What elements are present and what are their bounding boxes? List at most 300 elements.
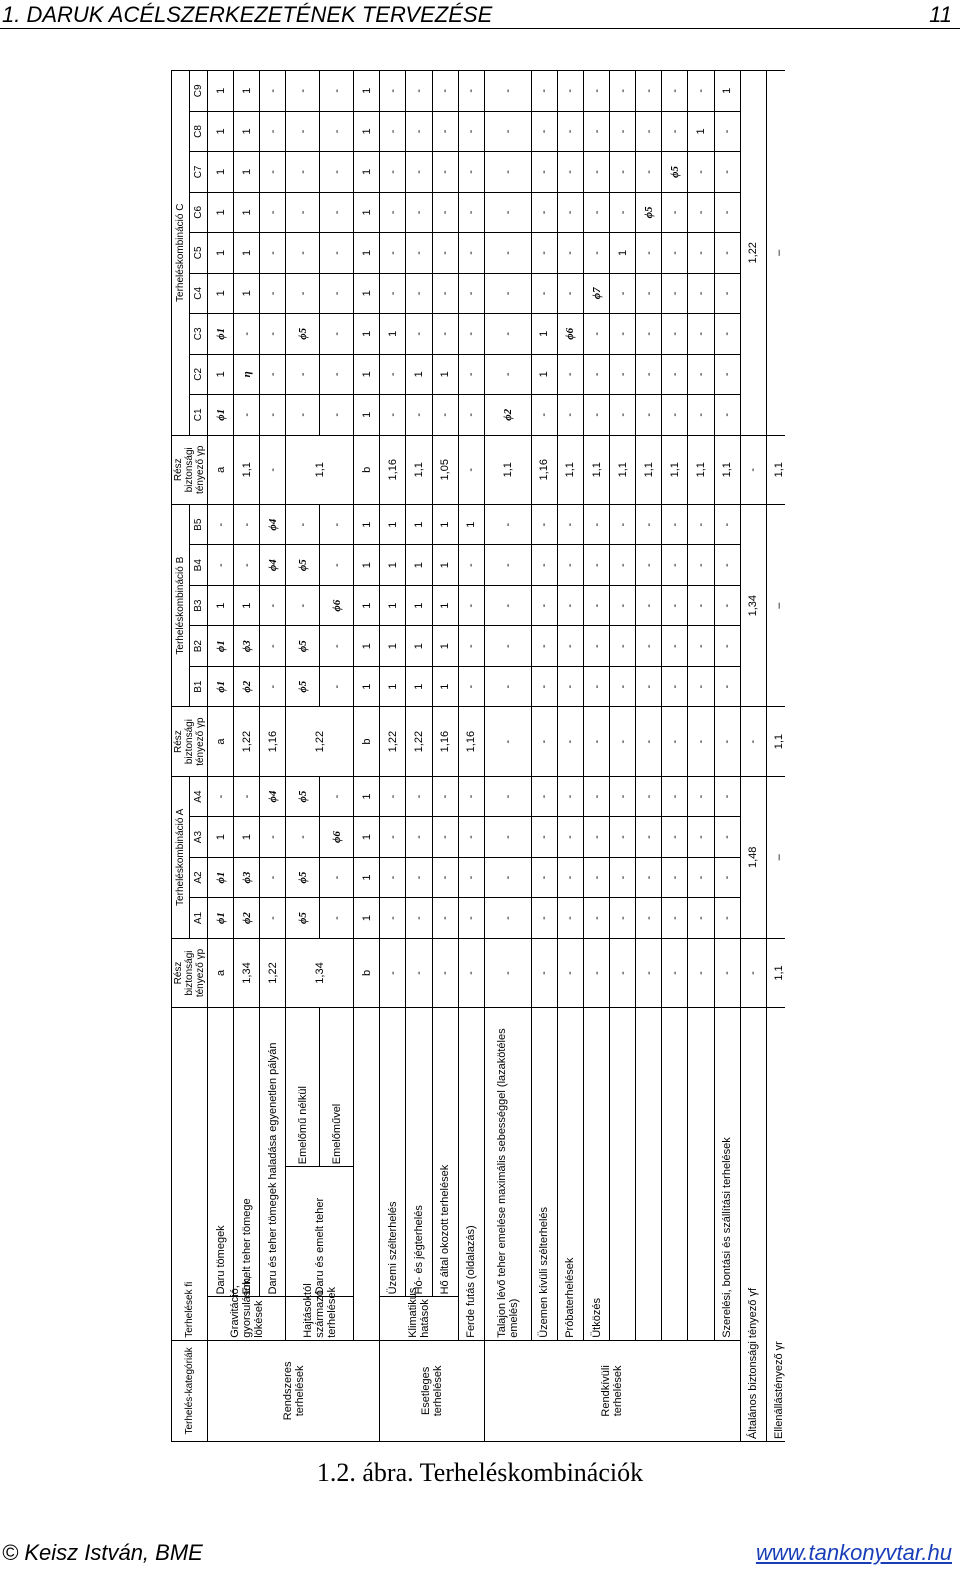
- col-head-a1: A1: [190, 898, 208, 938]
- cell-c5: -: [662, 233, 688, 273]
- partial-factor-c: 1,1: [714, 435, 740, 504]
- category-regular: Rendszeres terhelések: [208, 1340, 380, 1441]
- partial-factor-b: -: [662, 707, 688, 776]
- load-label: [636, 1008, 662, 1341]
- partial-factor-a: -: [636, 938, 662, 1007]
- cell-a3: -: [688, 817, 714, 857]
- cell-c7: -: [432, 152, 458, 192]
- col-head-c6: C6: [190, 192, 208, 232]
- cell-c4: -: [557, 273, 583, 313]
- cell-a3: 1: [208, 817, 234, 857]
- cell-c2: -: [662, 354, 688, 394]
- cell-a1: ϕ1: [208, 898, 234, 938]
- col-head-c4: C4: [190, 273, 208, 313]
- cell-c4: ϕ7: [583, 273, 609, 313]
- cell-c9: -: [662, 71, 688, 112]
- cell-a4: -: [636, 776, 662, 817]
- cell-b2: -: [557, 626, 583, 666]
- cell-c1: -: [286, 395, 320, 435]
- cell-b1: ϕ5: [286, 666, 320, 706]
- cell-c2: 1: [208, 354, 234, 394]
- cell-b4: 1: [406, 545, 432, 585]
- col-head-c2: C2: [190, 354, 208, 394]
- load-label: Üzemi szélterhelés: [380, 1008, 406, 1297]
- general-factor-label: Általános biztonsági tényező γf: [740, 1008, 766, 1442]
- cell-b2: -: [531, 626, 557, 666]
- cell-c8: -: [610, 111, 636, 151]
- cell-b1: -: [484, 666, 531, 706]
- partial-factor-a: -: [662, 938, 688, 1007]
- cell-c2: -: [688, 354, 714, 394]
- cell-b1: -: [260, 666, 286, 706]
- cell-c1: 1: [354, 395, 380, 435]
- cell-b5: ϕ4: [260, 504, 286, 545]
- cell-b5: 1: [406, 504, 432, 545]
- cell-c1: -: [234, 395, 260, 435]
- cell-c6: -: [260, 192, 286, 232]
- cell-c4: -: [260, 273, 286, 313]
- cell-c5: -: [688, 233, 714, 273]
- cell-c1: -: [688, 395, 714, 435]
- partial-factor-c: 1,1: [484, 435, 531, 504]
- cell-a4: ϕ5: [286, 776, 320, 817]
- cell-c7: -: [557, 152, 583, 192]
- cell-c2: -: [557, 354, 583, 394]
- cell-b5: -: [320, 504, 354, 545]
- partial-factor-c: 1,1: [688, 435, 714, 504]
- col-head-b1: B1: [190, 666, 208, 706]
- header-comb-a: Terheléskombináció A: [172, 776, 190, 938]
- cell-a3: -: [260, 817, 286, 857]
- cell-c8: -: [636, 111, 662, 151]
- partial-factor-a: -: [583, 938, 609, 1007]
- cell-b1: -: [557, 666, 583, 706]
- chapter-title: 1. DARUK ACÉLSZERKEZETÉNEK TERVEZÉSE: [2, 2, 493, 27]
- cell-c2: -: [320, 354, 354, 394]
- cell-c8: 1: [234, 111, 260, 151]
- cell-b5: -: [583, 504, 609, 545]
- col-head-c7: C7: [190, 152, 208, 192]
- partial-factor-a: -: [458, 938, 484, 1007]
- cell-c5: -: [286, 233, 320, 273]
- cell-c6: 1: [234, 192, 260, 232]
- cell-a2: -: [406, 857, 432, 897]
- cell-a1: -: [714, 898, 740, 938]
- cell-c4: -: [610, 273, 636, 313]
- cell-c5: -: [380, 233, 406, 273]
- cell-c6: -: [662, 192, 688, 232]
- cell-a2: -: [458, 857, 484, 897]
- cell-a2: -: [380, 857, 406, 897]
- partial-factor-a: -: [531, 938, 557, 1007]
- cell-b5: 1: [354, 504, 380, 545]
- cell-b2: -: [662, 626, 688, 666]
- cell-b4: -: [557, 545, 583, 585]
- partial-factor-a: b: [354, 938, 380, 1007]
- cell-c1: -: [610, 395, 636, 435]
- cell-c4: 1: [234, 273, 260, 313]
- cell-a3: 1: [354, 817, 380, 857]
- cell-c8: 1: [208, 111, 234, 151]
- cell-c5: -: [406, 233, 432, 273]
- partial-factor-b: b: [354, 707, 380, 776]
- cell-b1: -: [531, 666, 557, 706]
- cell-b1: -: [458, 666, 484, 706]
- cell-b3: -: [260, 585, 286, 625]
- partial-factor-b: -: [557, 707, 583, 776]
- cell-c3: -: [406, 314, 432, 354]
- cell-a1: -: [531, 898, 557, 938]
- cell-c6: -: [380, 192, 406, 232]
- cell-a3: -: [662, 817, 688, 857]
- cell-a3: -: [286, 817, 320, 857]
- cell-c8: -: [432, 111, 458, 151]
- table-row: [286, 71, 320, 1442]
- cell-c9: 1: [354, 71, 380, 112]
- cell-c4: -: [406, 273, 432, 313]
- cell-c1: -: [636, 395, 662, 435]
- cell-c6: -: [688, 192, 714, 232]
- cell-c5: 1: [234, 233, 260, 273]
- cell-c9: -: [583, 71, 609, 112]
- resistance-gamma-a: 1,1: [766, 938, 785, 1007]
- header-comb-c: Terheléskombináció C: [172, 71, 190, 436]
- partial-factor-a: a: [208, 938, 234, 1007]
- cell-c5: -: [583, 233, 609, 273]
- table-row: [432, 71, 458, 1442]
- cell-c6: -: [583, 192, 609, 232]
- col-head-b5: B5: [190, 504, 208, 545]
- table-row: [208, 71, 234, 1442]
- cell-c1: -: [557, 395, 583, 435]
- cell-c3: -: [714, 314, 740, 354]
- cell-c7: -: [688, 152, 714, 192]
- load-label: Üzemen kívüli szélterhelés: [531, 1008, 557, 1341]
- partial-factor-a: 1,34: [234, 938, 260, 1007]
- partial-factor-b: -: [636, 707, 662, 776]
- col-head-a4: A4: [190, 776, 208, 817]
- page-number: 11: [929, 2, 952, 27]
- partial-factor-c: 1,1: [286, 435, 354, 504]
- cell-c7: ϕ5: [662, 152, 688, 192]
- table-row: [380, 71, 406, 1442]
- cell-b5: -: [286, 504, 320, 545]
- cell-a4: -: [406, 776, 432, 817]
- cell-b4: ϕ5: [286, 545, 320, 585]
- cell-a1: -: [557, 898, 583, 938]
- cell-c1: -: [531, 395, 557, 435]
- cell-a1: -: [688, 898, 714, 938]
- figure-caption: 1.2. ábra. Terheléskombinációk: [316, 1458, 644, 1487]
- partial-factor-b: -: [610, 707, 636, 776]
- table-row: [234, 71, 260, 1442]
- cell-b3: -: [662, 585, 688, 625]
- cell-a2: -: [260, 857, 286, 897]
- cell-a1: -: [662, 898, 688, 938]
- cell-a3: -: [636, 817, 662, 857]
- cell-c8: -: [484, 111, 531, 151]
- col-head-a3: A3: [190, 817, 208, 857]
- partial-factor-a: 1,34: [286, 938, 354, 1007]
- cell-a4: -: [531, 776, 557, 817]
- cell-c3: -: [583, 314, 609, 354]
- category-exceptional: Rendkívüli terhelések: [484, 1340, 740, 1441]
- cell-a4: -: [432, 776, 458, 817]
- cell-a1: -: [320, 898, 354, 938]
- cell-c8: -: [714, 111, 740, 151]
- cell-c1: -: [714, 395, 740, 435]
- cell-b4: -: [484, 545, 531, 585]
- cell-a3: -: [458, 817, 484, 857]
- footer-author: © Keisz István, BME: [2, 1540, 203, 1565]
- partial-factor-b: -: [714, 707, 740, 776]
- table-row: [557, 71, 583, 1442]
- cell-a3: -: [610, 817, 636, 857]
- cell-a2: -: [610, 857, 636, 897]
- cell-b5: -: [636, 504, 662, 545]
- cell-c4: -: [662, 273, 688, 313]
- resistance-factor-row: [766, 71, 785, 1442]
- cell-a4: -: [458, 776, 484, 817]
- cell-a4: -: [583, 776, 609, 817]
- cell-c9: -: [260, 71, 286, 112]
- resistance-a: –: [766, 776, 785, 938]
- cell-b3: 1: [406, 585, 432, 625]
- partial-factor-a: -: [714, 938, 740, 1007]
- cell-a2: ϕ5: [286, 857, 320, 897]
- partial-factor-c: 1,16: [380, 435, 406, 504]
- cell-a4: -: [208, 776, 234, 817]
- cell-a3: -: [714, 817, 740, 857]
- cell-c9: -: [531, 71, 557, 112]
- partial-factor-b: a: [208, 707, 234, 776]
- load-label: Daru tömegek: [208, 1008, 234, 1297]
- cell-c3: -: [636, 314, 662, 354]
- cell-b2: 1: [432, 626, 458, 666]
- cell-c3: -: [234, 314, 260, 354]
- table-row: [714, 71, 740, 1442]
- partial-factor-c: 1,1: [662, 435, 688, 504]
- cell-c3: 1: [354, 314, 380, 354]
- resistance-gamma-c: 1,1: [766, 435, 785, 504]
- rotated-table-container: [171, 70, 785, 1442]
- partial-factor-a: -: [557, 938, 583, 1007]
- cell-a1: -: [610, 898, 636, 938]
- cell-c7: -: [714, 152, 740, 192]
- load-label: Szerelési, bontási és szállítási terhelések: [714, 1008, 740, 1341]
- cell-c7: -: [260, 152, 286, 192]
- cell-a1: -: [260, 898, 286, 938]
- cell-b3: -: [484, 585, 531, 625]
- load-label: Ütközés: [583, 1008, 609, 1341]
- cell-c2: -: [714, 354, 740, 394]
- cell-b2: 1: [406, 626, 432, 666]
- cell-a2: -: [583, 857, 609, 897]
- table-row: [406, 71, 432, 1442]
- cell-b4: -: [583, 545, 609, 585]
- cell-c6: -: [531, 192, 557, 232]
- cell-b1: -: [662, 666, 688, 706]
- general-factor-c: 1,22: [740, 71, 766, 436]
- header-partial-c: Rész biztonsági tényező γp: [172, 435, 208, 504]
- cell-c2: -: [610, 354, 636, 394]
- cell-a4: -: [714, 776, 740, 817]
- col-head-a2: A2: [190, 857, 208, 897]
- cell-b3: -: [610, 585, 636, 625]
- cell-a3: -: [583, 817, 609, 857]
- cell-c8: -: [662, 111, 688, 151]
- table-row: [458, 71, 484, 1442]
- cell-c9: -: [432, 71, 458, 112]
- cell-c6: -: [557, 192, 583, 232]
- group-gravity: Gravitáció, gyorsulások, lökések: [208, 1297, 286, 1340]
- cell-c3: -: [688, 314, 714, 354]
- cell-c8: -: [320, 111, 354, 151]
- cell-b4: -: [234, 545, 260, 585]
- load-label: [662, 1008, 688, 1341]
- cell-b3: 1: [208, 585, 234, 625]
- load-label: Daru és teher tömegek haladása egyenetlen pályán: [260, 1008, 286, 1297]
- cell-c8: -: [380, 111, 406, 151]
- load-sublabel: Emelőművel: [320, 1008, 354, 1167]
- cell-c7: 1: [354, 152, 380, 192]
- cell-a4: 1: [354, 776, 380, 817]
- cell-b3: -: [286, 585, 320, 625]
- cell-c2: -: [636, 354, 662, 394]
- cell-b3: -: [583, 585, 609, 625]
- table-row: [531, 71, 557, 1442]
- cell-b1: ϕ2: [234, 666, 260, 706]
- table-row: [260, 71, 286, 1442]
- cell-c3: ϕ5: [286, 314, 320, 354]
- load-label: [688, 1008, 714, 1341]
- cell-a2: -: [531, 857, 557, 897]
- header-category: Terhelés-kategóriák: [172, 1340, 208, 1441]
- cell-a3: -: [432, 817, 458, 857]
- cell-c2: -: [583, 354, 609, 394]
- cell-c1: -: [260, 395, 286, 435]
- load-label: Hő által okozott terhelések: [432, 1008, 458, 1297]
- cell-c5: -: [260, 233, 286, 273]
- cell-b4: -: [610, 545, 636, 585]
- cell-b3: -: [688, 585, 714, 625]
- cell-c4: -: [380, 273, 406, 313]
- partial-factor-b: 1,22: [406, 707, 432, 776]
- partial-factor-b: 1,22: [286, 707, 354, 776]
- cell-c9: -: [286, 71, 320, 112]
- cell-c2: 1: [531, 354, 557, 394]
- cell-b2: -: [320, 626, 354, 666]
- cell-a1: -: [406, 898, 432, 938]
- cell-b2: -: [484, 626, 531, 666]
- cell-c3: -: [458, 314, 484, 354]
- load-label: Talajon lévő teher emelése maximális sebességgel (lazakötéles emelés): [484, 1008, 531, 1341]
- cell-c3: -: [484, 314, 531, 354]
- table-row: [610, 71, 636, 1442]
- cell-b5: -: [531, 504, 557, 545]
- partial-factor-b: -: [484, 707, 531, 776]
- partial-factor-b: 1,22: [380, 707, 406, 776]
- cell-c3: 1: [531, 314, 557, 354]
- general-factor-dash-a: -: [740, 938, 766, 1007]
- cell-c8: -: [406, 111, 432, 151]
- cell-b1: 1: [380, 666, 406, 706]
- partial-factor-c: a: [208, 435, 234, 504]
- cell-b5: 1: [458, 504, 484, 545]
- cell-c1: -: [458, 395, 484, 435]
- cell-a1: ϕ2: [234, 898, 260, 938]
- cell-a1: -: [583, 898, 609, 938]
- cell-c6: 1: [354, 192, 380, 232]
- cell-b1: -: [583, 666, 609, 706]
- partial-factor-c: 1,1: [610, 435, 636, 504]
- cell-b4: -: [208, 545, 234, 585]
- cell-c3: ϕ1: [208, 314, 234, 354]
- partial-factor-b: -: [531, 707, 557, 776]
- cell-c4: -: [714, 273, 740, 313]
- cell-b2: ϕ5: [286, 626, 320, 666]
- cell-a2: ϕ1: [208, 857, 234, 897]
- cell-b1: -: [610, 666, 636, 706]
- cell-c6: ϕ5: [636, 192, 662, 232]
- partial-factor-a: -: [610, 938, 636, 1007]
- cell-b2: ϕ3: [234, 626, 260, 666]
- cell-c5: 1: [354, 233, 380, 273]
- cell-c3: ϕ6: [557, 314, 583, 354]
- cell-c3: -: [662, 314, 688, 354]
- cell-b2: -: [688, 626, 714, 666]
- cell-a2: -: [714, 857, 740, 897]
- cell-a1: -: [380, 898, 406, 938]
- col-head-c8: C8: [190, 111, 208, 151]
- cell-b5: -: [208, 504, 234, 545]
- partial-factor-a: -: [380, 938, 406, 1007]
- cell-b1: 1: [432, 666, 458, 706]
- cell-c7: -: [406, 152, 432, 192]
- cell-c3: -: [610, 314, 636, 354]
- table-row: [354, 71, 380, 1442]
- col-head-b4: B4: [190, 545, 208, 585]
- cell-a1: -: [484, 898, 531, 938]
- cell-c5: -: [714, 233, 740, 273]
- cell-b3: 1: [234, 585, 260, 625]
- cell-c9: -: [458, 71, 484, 112]
- cell-c8: 1: [688, 111, 714, 151]
- cell-b4: 1: [354, 545, 380, 585]
- load-label: Próbaterhelések: [557, 1008, 583, 1341]
- cell-c5: 1: [610, 233, 636, 273]
- load-combination-table-frame: [171, 70, 785, 1442]
- footer-link[interactable]: www.tankonyvtar.hu: [755, 1540, 952, 1565]
- cell-a4: ϕ4: [260, 776, 286, 817]
- cell-c9: -: [610, 71, 636, 112]
- header-partial-a: Rész biztonsági tényező γp: [172, 938, 208, 1007]
- partial-factor-b: 1,16: [260, 707, 286, 776]
- cell-a2: -: [688, 857, 714, 897]
- cell-b5: -: [688, 504, 714, 545]
- cell-c7: 1: [234, 152, 260, 192]
- cell-c9: -: [320, 71, 354, 112]
- cell-a3: -: [484, 817, 531, 857]
- resistance-factor-label: Ellenállástényező γr: [766, 1008, 785, 1442]
- cell-c1: -: [406, 395, 432, 435]
- cell-a3: -: [531, 817, 557, 857]
- cell-b2: -: [260, 626, 286, 666]
- cell-b3: -: [714, 585, 740, 625]
- partial-factor-a: -: [432, 938, 458, 1007]
- partial-factor-c: -: [260, 435, 286, 504]
- cell-c6: -: [458, 192, 484, 232]
